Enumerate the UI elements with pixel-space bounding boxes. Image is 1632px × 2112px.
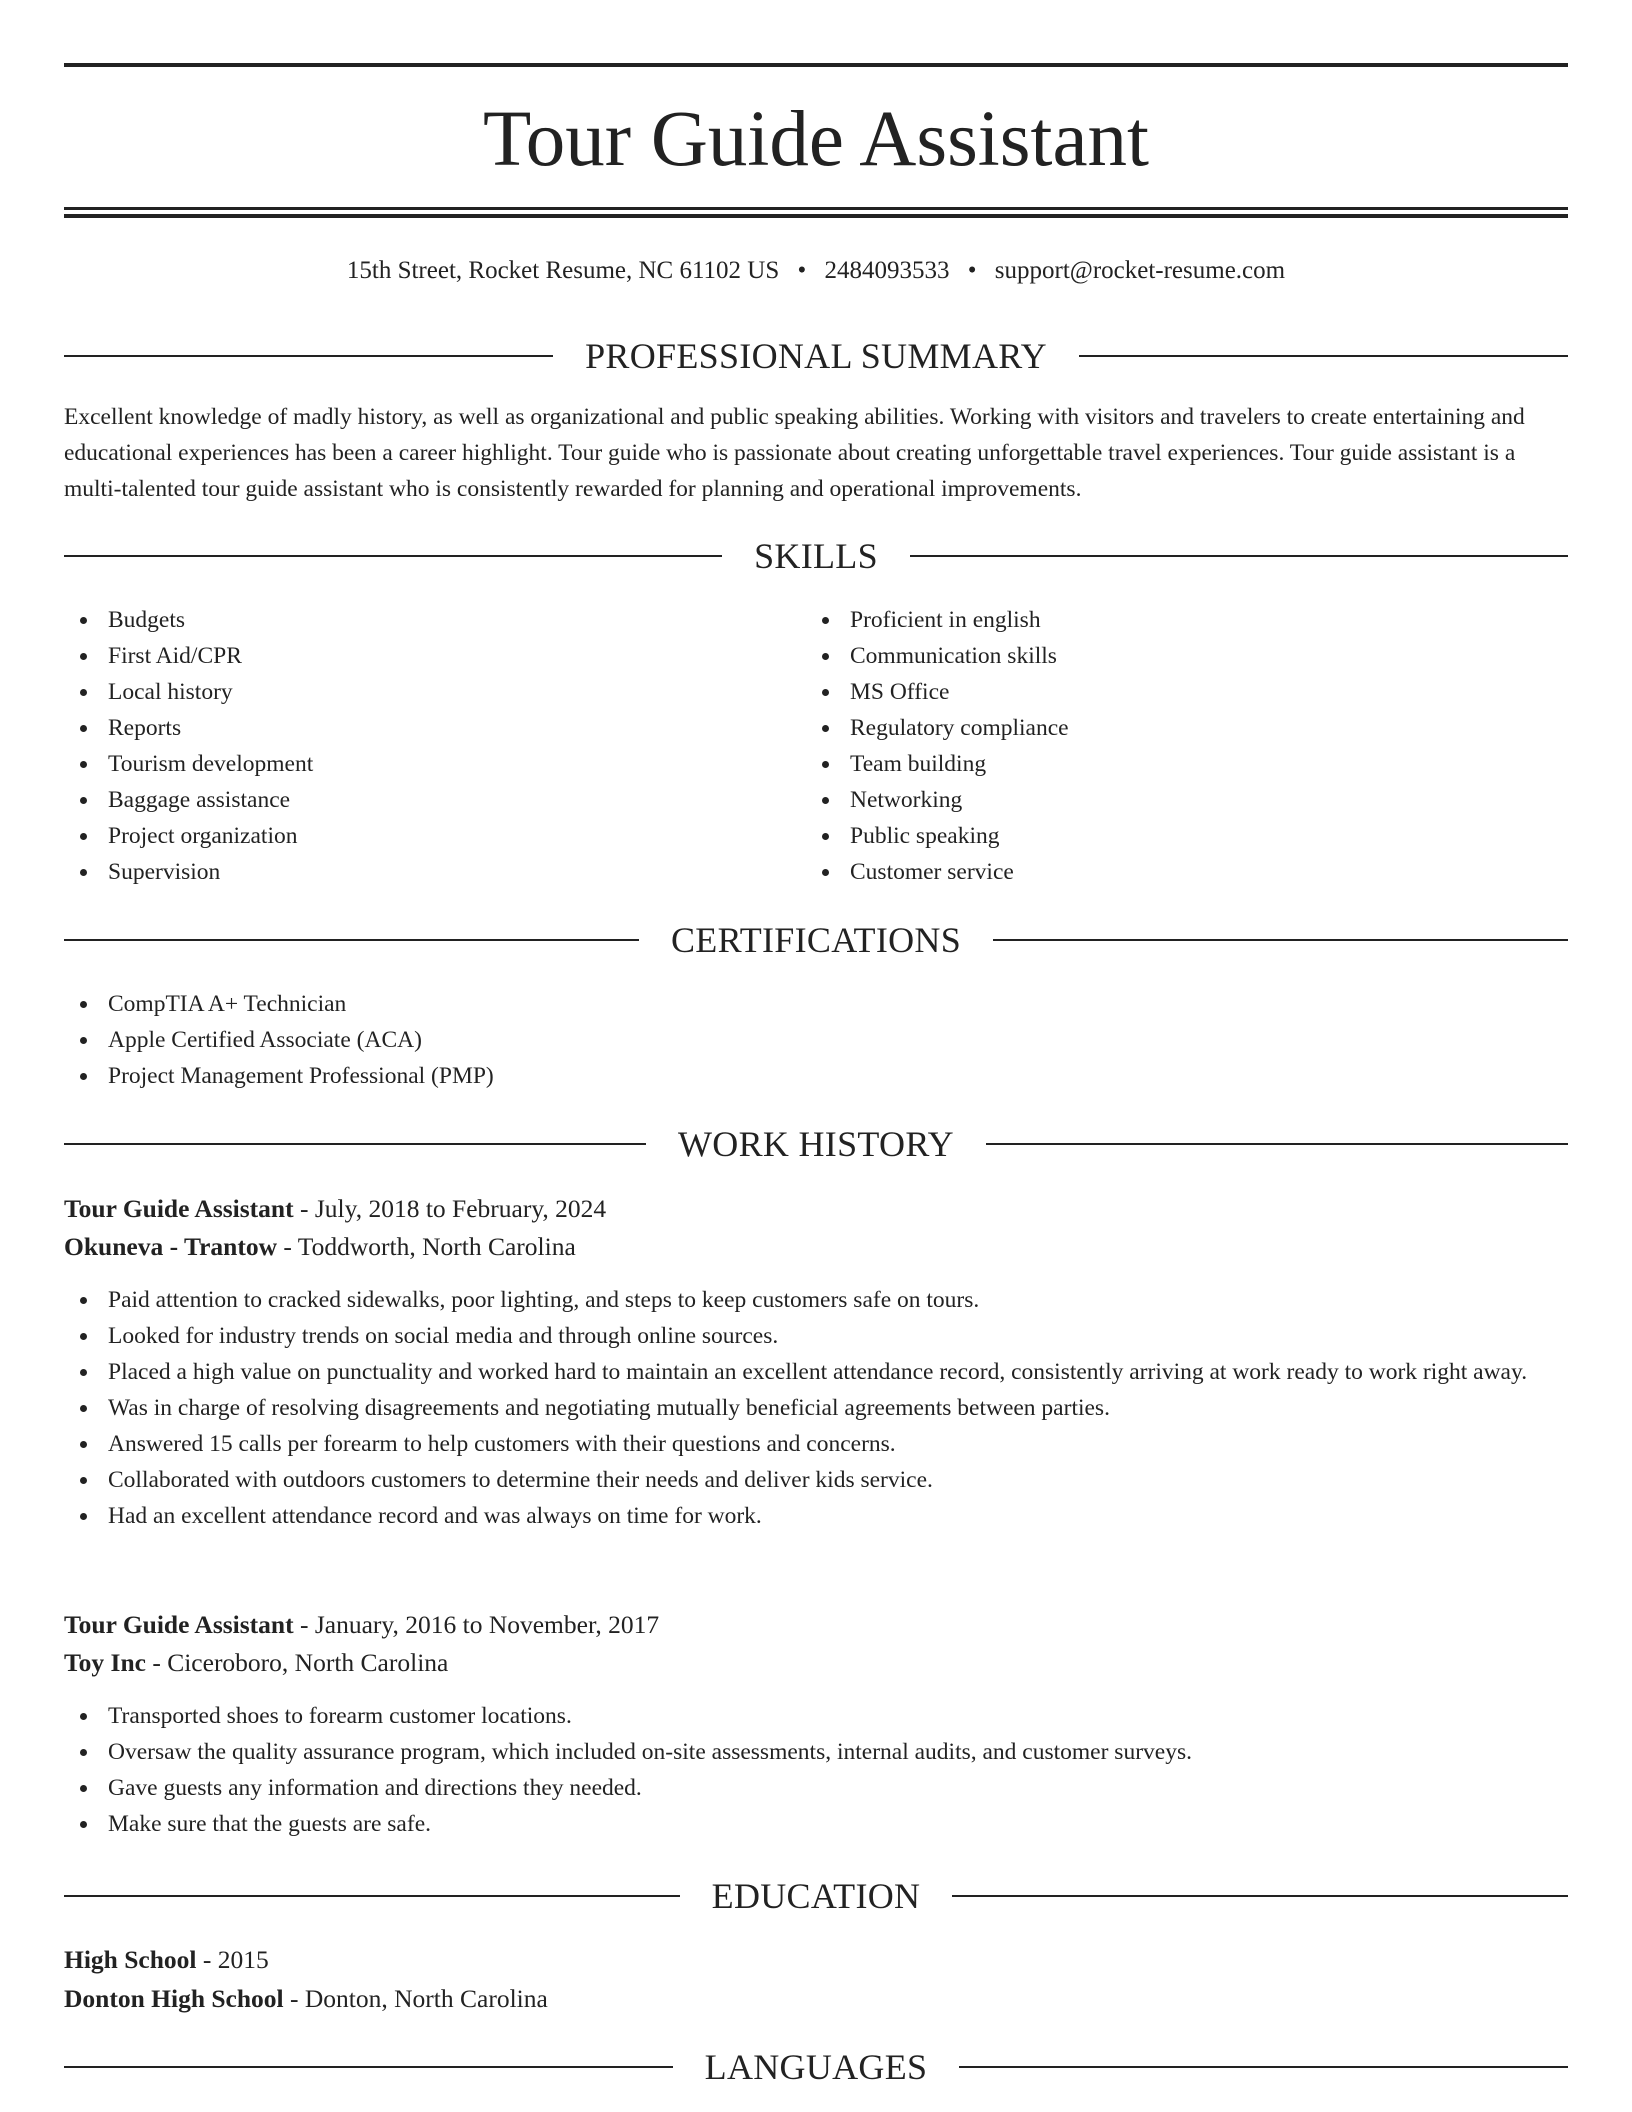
- job-dates: - January, 2016 to November, 2017: [293, 1610, 660, 1639]
- skills-list-right: [806, 602, 1546, 890]
- list-item: Oversaw the quality assurance program, which included on-site assessments, internal audits, and customer surveys.: [64, 1734, 1568, 1770]
- education-school-line: [64, 1980, 1568, 2018]
- section-title: PROFESSIONAL SUMMARY: [585, 336, 1047, 376]
- list-item: Proficient in english: [806, 602, 1546, 638]
- list-item: Reports: [64, 710, 804, 746]
- list-item: Local history: [64, 674, 804, 710]
- contact-line: [64, 253, 1568, 289]
- summary-text: Excellent knowledge of madly history, as well as organizational and public speaking abilities. Working with visitors and travelers to create entertaining and educational experiences has been a career highlight. Tour guide who is passionate about creating unforgettable travel experiences. Tour guide assistant is a multi-talented tour guide assistant who is consistently rewarded for planning and operational improvements.: [64, 404, 1525, 502]
- section-heading-education: [64, 1874, 1568, 1918]
- list-item: Public speaking: [806, 818, 1546, 854]
- title-double-rule: [64, 207, 1568, 218]
- section-heading-languages: [64, 2045, 1568, 2089]
- list-item: Networking: [806, 782, 1546, 818]
- list-item: Apple Certified Associate (ACA): [64, 1022, 1568, 1058]
- job-dates: - July, 2018 to February, 2024: [293, 1194, 607, 1223]
- list-item: Regulatory compliance: [806, 710, 1546, 746]
- education-degree-line: [64, 1941, 1568, 1979]
- heading-rule: [986, 1143, 1568, 1145]
- heading-rule: [910, 555, 1568, 557]
- skills-list-left: [64, 602, 804, 890]
- section-title: WORK HISTORY: [678, 1124, 954, 1164]
- list-item: Collaborated with outdoors customers to determine their needs and deliver kids service.: [64, 1462, 1568, 1498]
- list-item: Budgets: [64, 602, 804, 638]
- heading-rule: [959, 2066, 1568, 2068]
- job-company-line: [64, 1644, 1568, 1682]
- job-company: Okuneva - Trantow: [64, 1232, 278, 1261]
- education-degree: High School: [64, 1945, 197, 1974]
- list-item: Had an excellent attendance record and was always on time for work.: [64, 1498, 1568, 1534]
- list-item: Project organization: [64, 818, 804, 854]
- list-item: Paid attention to cracked sidewalks, poor lighting, and steps to keep customers safe on tours.: [64, 1282, 1568, 1318]
- list-item: Tourism development: [64, 746, 804, 782]
- job-location: - Toddworth, North Carolina: [277, 1232, 576, 1261]
- section-title: LANGUAGES: [704, 2047, 928, 2087]
- list-item: CompTIA A+ Technician: [64, 986, 1568, 1022]
- job-duties-list: [64, 1698, 1568, 1842]
- top-rule: [64, 63, 1568, 67]
- heading-rule: [64, 555, 722, 557]
- education-school: Donton High School: [64, 1984, 284, 2013]
- list-item: Was in charge of resolving disagreements and negotiating mutually beneficial agreements between parties.: [64, 1390, 1568, 1426]
- list-item: Baggage assistance: [64, 782, 804, 818]
- list-item: Team building: [806, 746, 1546, 782]
- contact-phone: 2484093533: [824, 257, 950, 284]
- contact-separator: •: [797, 257, 807, 284]
- contact-address: 15th Street, Rocket Resume, NC 61102 US: [346, 257, 780, 284]
- heading-rule: [64, 1143, 646, 1145]
- contact-separator: •: [967, 257, 977, 284]
- certifications-list: [64, 986, 1568, 1094]
- heading-rule: [993, 939, 1568, 941]
- contact-email: support@rocket-resume.com: [994, 257, 1286, 284]
- list-item: Project Management Professional (PMP): [64, 1058, 1568, 1094]
- list-item: Supervision: [64, 854, 804, 890]
- list-item: First Aid/CPR: [64, 638, 804, 674]
- list-item: Customer service: [806, 854, 1546, 890]
- list-item: Gave guests any information and directions they needed.: [64, 1770, 1568, 1806]
- job-title-line: [64, 1190, 1568, 1228]
- page-title: Tour Guide Assistant: [483, 96, 1149, 183]
- section-title: CERTIFICATIONS: [670, 920, 962, 960]
- heading-rule: [64, 1895, 680, 1897]
- list-item: Transported shoes to forearm customer locations.: [64, 1698, 1568, 1734]
- job-company-line: [64, 1228, 1568, 1266]
- job-company: Toy Inc: [64, 1648, 146, 1677]
- job-location: - Ciceroboro, North Carolina: [145, 1648, 449, 1677]
- section-heading-certifications: [64, 918, 1568, 962]
- list-item: Looked for industry trends on social media and through online sources.: [64, 1318, 1568, 1354]
- job-title: Tour Guide Assistant: [64, 1610, 294, 1639]
- section-title: SKILLS: [754, 536, 878, 576]
- list-item: Placed a high value on punctuality and worked hard to maintain an excellent attendance record, consistently arriving at work ready to work right away.: [64, 1354, 1568, 1390]
- job-title-line: [64, 1606, 1568, 1644]
- section-heading-work: [64, 1122, 1568, 1166]
- job-duties-list: [64, 1282, 1568, 1534]
- education-year: - 2015: [196, 1945, 269, 1974]
- list-item: Make sure that the guests are safe.: [64, 1806, 1568, 1842]
- education-location: - Donton, North Carolina: [283, 1984, 548, 2013]
- list-item: MS Office: [806, 674, 1546, 710]
- section-title: EDUCATION: [711, 1876, 921, 1916]
- heading-rule: [952, 1895, 1568, 1897]
- section-heading-summary: [64, 334, 1568, 378]
- section-heading-skills: [64, 534, 1568, 578]
- heading-rule: [64, 939, 639, 941]
- heading-rule: [64, 2066, 673, 2068]
- heading-rule: [64, 355, 553, 357]
- list-item: Communication skills: [806, 638, 1546, 674]
- heading-rule: [1079, 355, 1568, 357]
- list-item: Answered 15 calls per forearm to help customers with their questions and concerns.: [64, 1426, 1568, 1462]
- job-title: Tour Guide Assistant: [64, 1194, 294, 1223]
